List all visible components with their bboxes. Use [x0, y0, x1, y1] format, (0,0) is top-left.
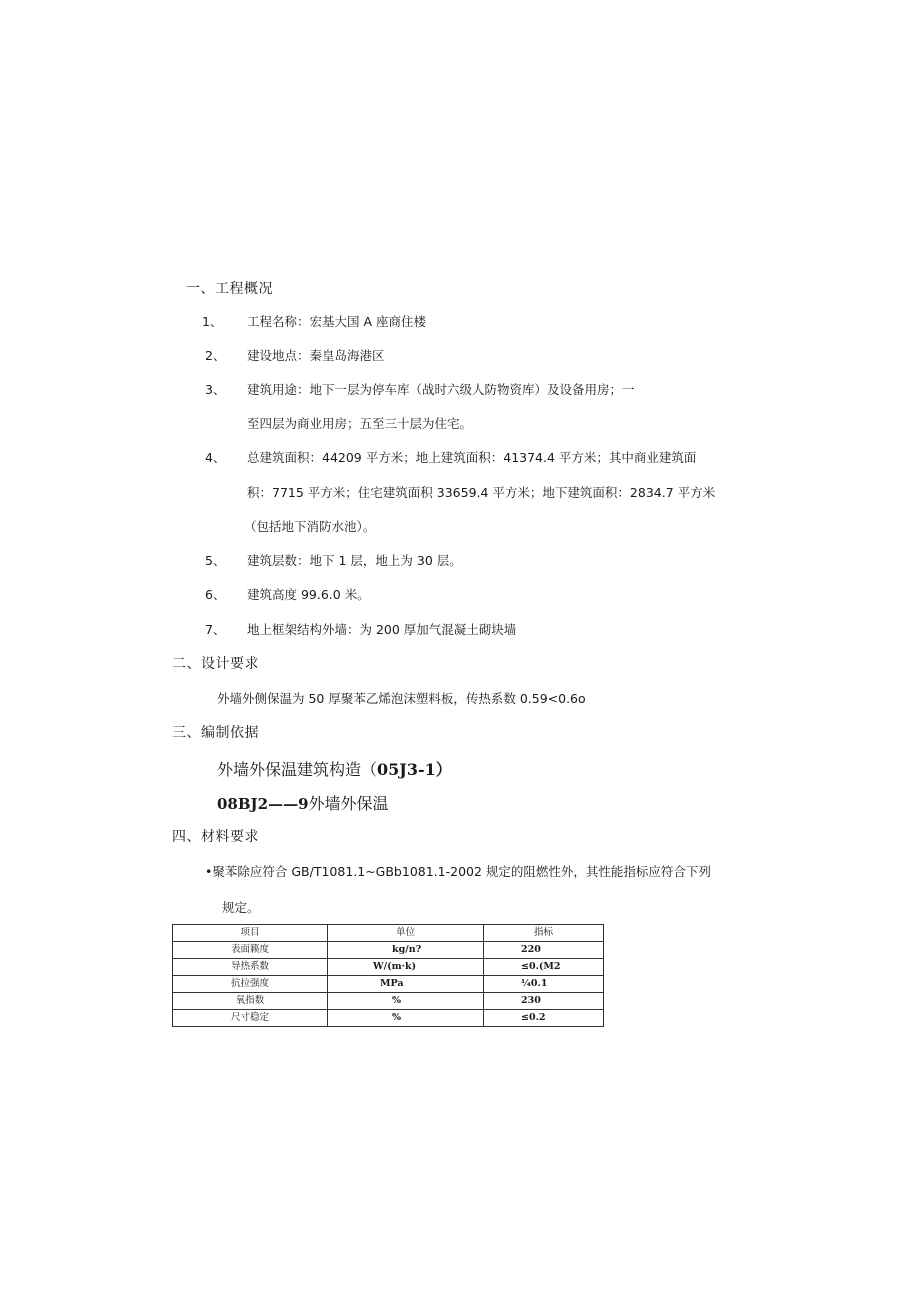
table-cell-value: ≤0.2: [484, 1010, 604, 1027]
reference-2-text: 外墙外保温: [308, 794, 389, 813]
item-7-number: 7、: [205, 622, 226, 637]
item-4-text-line-2: 积：7715 平方米；住宅建筑面积 33659.4 平方米；地下建筑面积：2834.7 平方米: [247, 485, 716, 500]
reference-1-code: 05J3-1）: [377, 760, 452, 779]
table-cell-item: 尺寸稳定: [173, 1010, 328, 1027]
table-cell-value: ≤0.(M2: [484, 959, 604, 976]
table-cell-unit: %: [328, 1010, 484, 1027]
item-5-text: 建筑层数：地下 1 层，地上为 30 层。: [247, 553, 462, 568]
table-cell-item: 抗拉强度: [173, 976, 328, 993]
item-4-text-line-3: （包括地下消防水池）。: [244, 519, 376, 534]
bullet: •: [205, 864, 213, 879]
section-3-heading: 三、编制依据: [172, 725, 259, 741]
item-6-text: 建筑高度 99.6.0 米。: [247, 587, 370, 602]
table-cell-value: 220: [484, 942, 604, 959]
table-row: [173, 959, 604, 976]
table-cell-item: 表面籁度: [173, 942, 328, 959]
table-cell-item: 氧指数: [173, 993, 328, 1010]
item-1-number: 1、: [202, 314, 223, 329]
table-cell-unit: %: [328, 993, 484, 1010]
reference-1: [217, 757, 452, 780]
table-header-cell: 项目: [173, 925, 328, 942]
table-header-cell: 单位: [328, 925, 484, 942]
material-spec-table: [172, 924, 604, 1027]
item-6-number: 6、: [205, 587, 226, 602]
table-cell-unit: W/(m·k): [328, 959, 484, 976]
table-row: [173, 942, 604, 959]
item-3-text-line-2: 至四层为商业用房；五至三十层为住宅。: [247, 416, 473, 431]
section-2-heading: 二、设计要求: [172, 656, 259, 672]
table-cell-value: 230: [484, 993, 604, 1010]
table-row: [173, 993, 604, 1010]
table-cell-unit: kg/n?: [328, 942, 484, 959]
item-2-text: 建设地点：秦皇岛海港区: [247, 348, 385, 363]
item-2-number: 2、: [205, 348, 226, 363]
item-5-number: 5、: [205, 553, 226, 568]
item-7-text: 地上框架结构外墙：为 200 厚加气混凝土砌块墙: [247, 622, 517, 637]
table-row: [173, 1010, 604, 1027]
table-header-cell: 指标: [484, 925, 604, 942]
design-requirement-text: 外墙外侧保温为 50 厚聚苯乙烯泡沫塑料板，传热系数 0.59<0.6o: [217, 691, 586, 706]
item-1-text: 工程名称：宏基大国 A 座商住楼: [247, 314, 426, 329]
table-cell-unit: MPa: [328, 976, 484, 993]
table-header-row: [173, 925, 604, 942]
item-4-number: 4、: [205, 450, 226, 465]
reference-2-code: 08BJ2——9: [217, 795, 309, 813]
reference-2: [217, 791, 389, 814]
section-4-heading: 四、材料要求: [172, 829, 259, 845]
reference-1-text: 外墙外保温建筑构造（: [217, 760, 378, 779]
item-4-text-line-1: 总建筑面积：44209 平方米；地上建筑面积：41374.4 平方米；其中商业建筑面: [247, 450, 697, 465]
table-row: [173, 976, 604, 993]
section-1-heading: 一、工程概况: [186, 281, 273, 297]
material-requirement-line-2: 规定。: [222, 900, 260, 915]
table-cell-item: 导热系数: [173, 959, 328, 976]
material-requirement-text: 聚苯除应符合 GB/T1081.1~GBb1081.1-2002 规定的阻燃性外，其性能指标应符合下列: [212, 864, 711, 879]
item-3-number: 3、: [205, 382, 226, 397]
material-requirement-line-1: [205, 862, 711, 880]
table-cell-value: ¼0.1: [484, 976, 604, 993]
item-3-text-line-1: 建筑用途：地下一层为停车库（战时六级人防物资库）及设备用房；一: [247, 382, 635, 397]
